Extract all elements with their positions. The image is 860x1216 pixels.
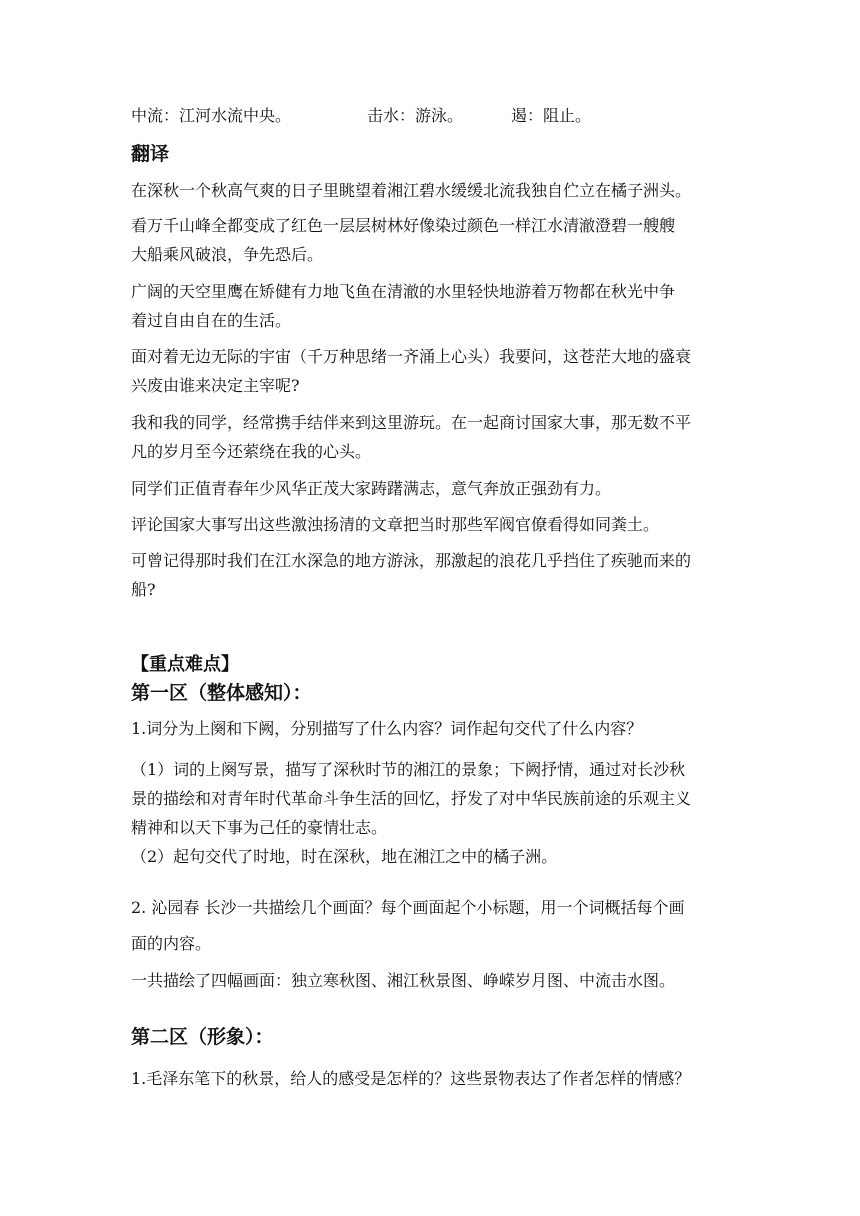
translation-line: 大船乘风破浪，争先恐后。	[131, 245, 324, 264]
zone1-question-2-line: 2. 沁园春 长沙一共描绘几个画面？每个画面起个小标题，用一个词概括每个画	[131, 898, 685, 917]
translation-line: 同学们正值青春年少风华正茂大家踌躇满志，意气奔放正强劲有力。	[131, 479, 612, 498]
glossary-term-jishui: 击水：游泳。	[367, 106, 464, 125]
glossary-line	[131, 105, 731, 127]
translation-heading: 翻译	[131, 143, 170, 165]
translation-line: 船?	[131, 580, 156, 599]
translation-line: 面对着无边无际的宇宙（千万种思绪一齐涌上心头）我要问，这苍茫大地的盛衰	[131, 347, 692, 366]
key-points-heading: 【重点难点】	[131, 654, 239, 675]
translation-line: 凡的岁月至今还萦绕在我的心头。	[131, 442, 372, 461]
zone2-heading: 第二区（形象）：	[131, 1026, 274, 1048]
glossary-term-e: 遏：阻止。	[511, 106, 592, 125]
zone1-question-1: 1.词分为上阕和下阙，分别描写了什么内容？词作起句交代了什么内容？	[131, 719, 643, 738]
zone1-answer-1-line: 精神和以天下事为己任的豪情壮志。	[131, 818, 388, 837]
translation-line: 兴废由谁来决定主宰呢?	[131, 376, 300, 395]
zone1-question-2-line: 面的内容。	[131, 934, 212, 953]
translation-line: 广阔的天空里鹰在矫健有力地飞鱼在清澈的水里轻快地游着万物都在秋光中争	[131, 282, 676, 301]
zone1-answer-q2: 一共描绘了四幅画面：独立寒秋图、湘江秋景图、峥嵘岁月图、中流击水图。	[131, 971, 676, 990]
translation-line: 可曾记得那时我们在江水深急的地方游泳，那激起的浪花几乎挡住了疾驰而来的	[131, 551, 692, 570]
translation-line: 着过自由自在的生活。	[131, 311, 292, 330]
zone1-answer-1-line: 景的描绘和对青年时代革命斗争生活的回忆，抒发了对中华民族前途的乐观主义	[131, 789, 692, 808]
zone2-question-1: 1.毛泽东笔下的秋景，给人的感受是怎样的？这些景物表达了作者怎样的情感？	[131, 1069, 691, 1088]
translation-line: 在深秋一个秋高气爽的日子里眺望着湘江碧水缓缓北流我独自伫立在橘子洲头。	[131, 181, 692, 200]
glossary-term-zhongliu: 中流：江河水流中央。	[131, 106, 292, 125]
translation-line: 评论国家大事写出这些激浊扬清的文章把当时那些军阀官僚看得如同粪土。	[131, 515, 660, 534]
translation-line: 我和我的同学，经常携手结伴来到这里游玩。在一起商讨国家大事，那无数不平	[131, 413, 692, 432]
zone1-answer-2: （2）起句交代了时地，时在深秋，地在湘江之中的橘子洲。	[131, 847, 558, 866]
zone1-answer-1-line: （1）词的上阕写景，描写了深秋时节的湘江的景象；下阙抒情，通过对长沙秋	[131, 760, 686, 779]
zone1-heading: 第一区（整体感知）：	[131, 682, 312, 704]
translation-line: 看万千山峰全都变成了红色一层层树林好像染过颜色一样江水清澈澄碧一艘艘	[131, 216, 676, 235]
